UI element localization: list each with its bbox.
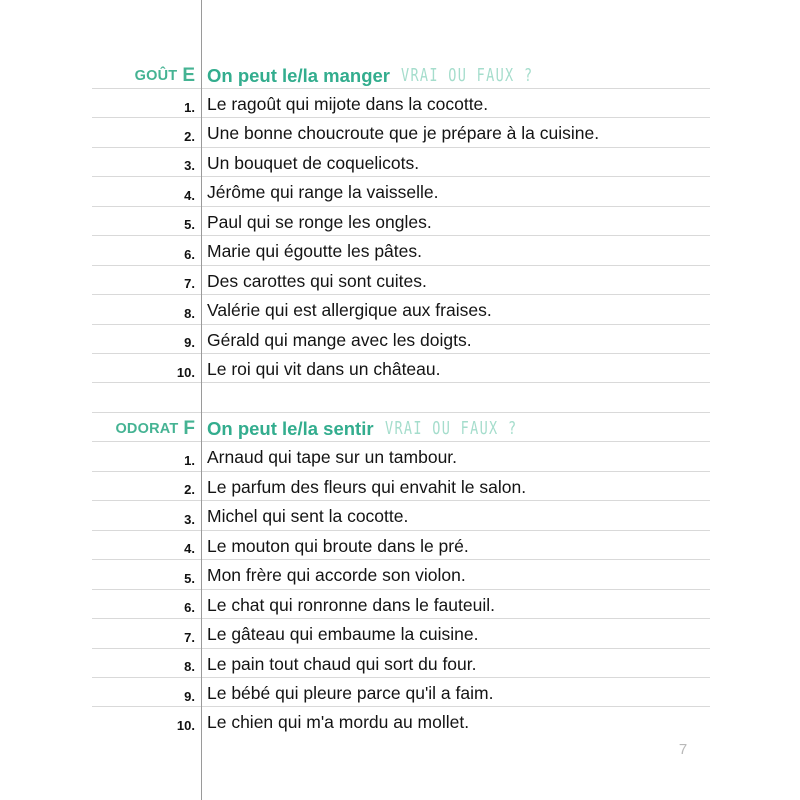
list-item-number-cell: [0, 659, 198, 677]
list-item: [0, 324, 800, 354]
list-item-number: 7.: [184, 276, 195, 292]
list-item-number: 6.: [184, 600, 195, 616]
section-title: On peut le/la sentir: [207, 417, 374, 439]
list-item: [0, 530, 800, 560]
list-item-text-cell: [198, 329, 800, 354]
list-item-number-cell: [0, 276, 198, 294]
list-item: [0, 147, 800, 177]
list-item: [0, 589, 800, 619]
list-item-number-cell: [0, 158, 198, 176]
list-item-number-cell: [0, 217, 198, 235]
list-item-text: Un bouquet de coquelicots.: [207, 152, 420, 173]
list-item: [0, 206, 800, 236]
list-item: [0, 677, 800, 707]
page-number: 7: [678, 741, 688, 758]
list-item: [0, 618, 800, 648]
list-item-number-cell: [0, 335, 198, 353]
list-item: [0, 706, 800, 736]
list-item-text: Valérie qui est allergique aux fraises.: [207, 300, 492, 321]
list-item-text: Gérald qui mange avec les doigts.: [207, 329, 472, 350]
list-item-text: Le bébé qui pleure parce qu'il a faim.: [207, 683, 494, 703]
list-item-number: 4.: [184, 541, 195, 557]
section-header-left: [0, 65, 198, 88]
section-sense-label: GOÛT: [134, 68, 178, 85]
list-item-number: 3.: [184, 511, 195, 527]
section-header-right: [198, 417, 800, 442]
list-item: [0, 471, 800, 501]
list-item-number: 5.: [184, 217, 195, 233]
list-item-number-cell: [0, 600, 198, 618]
list-item-number-cell: [0, 717, 198, 736]
list-item-text-cell: [198, 123, 800, 147]
list-item-text-cell: [198, 594, 800, 619]
list-item-number-cell: [0, 305, 198, 324]
list-item-text-cell: [198, 270, 800, 295]
list-item: [0, 265, 800, 295]
list-item-text-cell: [198, 447, 800, 471]
list-item-text-cell: [198, 506, 800, 530]
list-item: [0, 294, 800, 324]
section-title: On peut le/la manger: [207, 64, 390, 86]
list-item-text: Arnaud qui tape sur un tambour.: [207, 447, 458, 468]
list-item-text-cell: [198, 241, 800, 265]
list-item-number: 9.: [184, 335, 195, 351]
list-item-number: 10.: [176, 364, 195, 380]
list-item-number-cell: [0, 629, 198, 648]
list-item-text: Le ragoût qui mijote dans la cocotte.: [207, 94, 489, 114]
list-item-number-cell: [0, 364, 198, 383]
list-item-number-cell: [0, 99, 198, 118]
list-item-text-cell: [198, 624, 800, 648]
list-item-text-cell: [198, 182, 800, 206]
section-sense-label: ODORAT: [115, 421, 179, 438]
section-header-right: [198, 64, 800, 89]
list-item-text: Paul qui se ronge les ongles.: [207, 211, 432, 232]
list-item-text-cell: [198, 300, 800, 324]
list-item-text-cell: [198, 653, 800, 678]
list-item-number-cell: [0, 688, 198, 707]
list-item-text-cell: [198, 535, 800, 560]
section-hint: VRAI OU FAUX ?: [384, 418, 517, 438]
list-item-number-cell: [0, 482, 198, 500]
list-item: [0, 235, 800, 265]
list-item: [0, 648, 800, 678]
section-letter: E: [182, 65, 195, 87]
list-item-text-cell: [198, 683, 800, 707]
list-item-number: 10.: [176, 717, 195, 733]
section-header-left: [0, 418, 198, 441]
list-item: [0, 559, 800, 589]
list-item-text-cell: [198, 152, 800, 177]
list-item-text: Une bonne choucroute que je prépare à la cuisine.: [207, 123, 600, 144]
list-item-text: Le parfum des fleurs qui envahit le salon.: [207, 476, 527, 497]
list-item: [0, 500, 800, 530]
list-item-text: Jérôme qui range la vaisselle.: [207, 182, 439, 203]
list-item-text-cell: [198, 712, 800, 736]
list-item-number: 1.: [184, 452, 195, 468]
list-item-text: Le roi qui vit dans un château.: [207, 359, 441, 380]
list-item-text: Le gâteau qui embaume la cuisine.: [207, 624, 479, 645]
list-item-number: 6.: [184, 246, 195, 262]
list-item-number: 7.: [184, 629, 195, 645]
list-item-number-cell: [0, 246, 198, 265]
section-header: [0, 59, 800, 89]
list-item: [0, 441, 800, 471]
list-item: [0, 176, 800, 206]
list-item-number: 2.: [184, 128, 195, 144]
list-item-number: 2.: [184, 482, 195, 498]
list-item-number-cell: [0, 187, 198, 206]
list-item-number: 5.: [184, 570, 195, 586]
list-item-text: Le pain tout chaud qui sort du four.: [207, 653, 477, 674]
list-item-text: Le chien qui m'a mordu au mollet.: [207, 712, 470, 733]
list-item-text: Des carottes qui sont cuites.: [207, 270, 427, 291]
section-hint: VRAI OU FAUX ?: [401, 64, 534, 85]
list-item-number: 1.: [184, 99, 195, 115]
section-letter: F: [183, 418, 195, 440]
list-item-number-cell: [0, 570, 198, 589]
list-item-text-cell: [198, 359, 800, 383]
list-item-text: Le chat qui ronronne dans le fauteuil.: [207, 594, 495, 615]
list-item-number-cell: [0, 128, 198, 147]
list-item-text-cell: [198, 476, 800, 501]
list-item-text: Marie qui égoutte les pâtes.: [207, 241, 422, 262]
list-item-number: 4.: [184, 187, 195, 203]
list-item: [0, 353, 800, 383]
list-item: [0, 88, 800, 118]
list-item-number: 3.: [184, 158, 195, 174]
list-item-text-cell: [198, 565, 800, 589]
section-header: [0, 412, 800, 442]
list-item-number-cell: [0, 541, 198, 559]
list-item-number: 9.: [184, 688, 195, 704]
list-item-number-cell: [0, 511, 198, 530]
list-item: [0, 117, 800, 147]
list-item-text-cell: [198, 211, 800, 236]
list-item-number: 8.: [184, 305, 195, 321]
list-item-text-cell: [198, 94, 800, 118]
list-item-number-cell: [0, 452, 198, 471]
list-item-text: Le mouton qui broute dans le pré.: [207, 535, 469, 556]
list-item-text: Mon frère qui accorde son violon.: [207, 565, 466, 586]
list-item-number: 8.: [184, 659, 195, 675]
list-item-text: Michel qui sent la cocotte.: [207, 506, 409, 527]
